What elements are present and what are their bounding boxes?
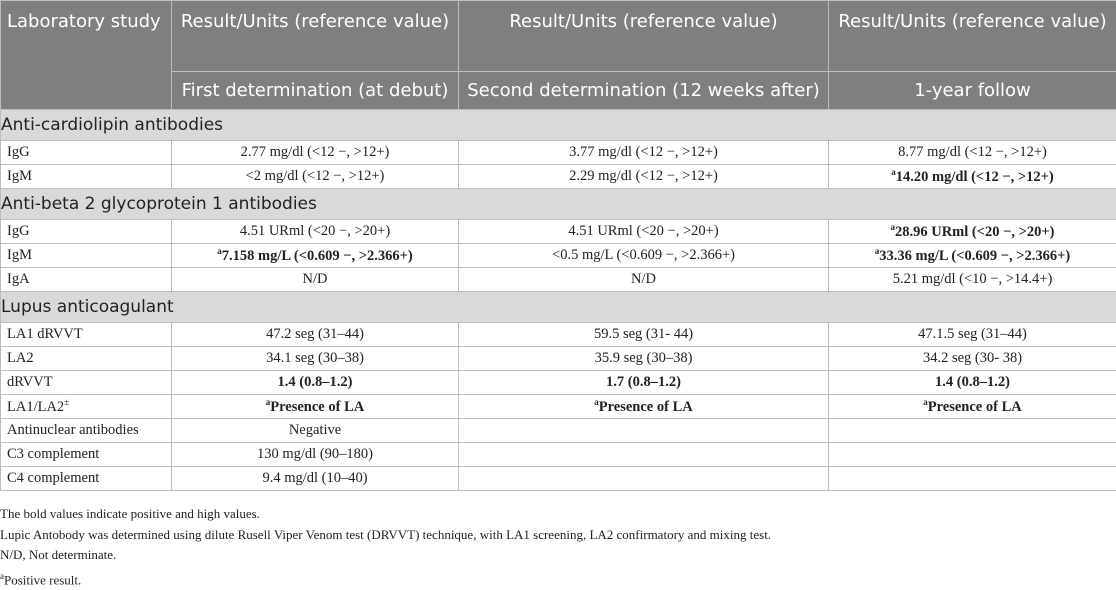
cell-value [459, 419, 829, 443]
cell-value-positive: 1.7 (0.8–1.2) [459, 371, 829, 395]
table-row [1, 371, 1116, 395]
cell-value [459, 467, 829, 491]
cell-value: 4.51 URml (<20 −, >20+) [172, 220, 459, 244]
positive-marker: a [891, 167, 896, 177]
cell-value-positive [459, 395, 829, 419]
cell-value [829, 443, 1116, 467]
row-label-cell [1, 395, 172, 419]
footnote-marker: a [0, 571, 4, 581]
footnote-bold-values: The bold values indicate positive and high values. [0, 504, 771, 525]
row-label: LA1 dRVVT [1, 323, 172, 347]
row-label: C4 complement [1, 467, 172, 491]
row-label: LA1/LA2 [7, 399, 64, 415]
cell-value: Negative [172, 419, 459, 443]
cell-text: Presence of LA [270, 399, 364, 415]
subheader-first-determination: First determination (at debut) [172, 72, 459, 110]
cell-value: 34.2 seg (30- 38) [829, 347, 1116, 371]
footnote-positive-text: Positive result. [4, 572, 81, 587]
cell-value: 130 mg/dl (90–180) [172, 443, 459, 467]
cell-value: <0.5 mg/L (<0.609 −, >2.366+) [459, 244, 829, 268]
table-row [1, 347, 1116, 371]
positive-marker: a [923, 397, 928, 407]
footnote-method: Lupic Antobody was determined using dilute Rusell Viper Venom test (DRVVT) technique, with LA1 screening, LA2 confirmatory and mixing test. [0, 525, 771, 546]
table-row [1, 220, 1116, 244]
subheader-one-year-follow: 1-year follow [829, 72, 1116, 110]
cell-value: 35.9 seg (30–38) [459, 347, 829, 371]
section-anti-cardiolipin: Anti-cardiolipin antibodies [1, 110, 1116, 141]
cell-value-positive [829, 165, 1116, 189]
cell-text: 14.20 mg/dl (<12 −, >12+) [896, 169, 1054, 185]
cell-value: 3.77 mg/dl (<12 −, >12+) [459, 141, 829, 165]
cell-value: 47.1.5 seg (31–44) [829, 323, 1116, 347]
subheader-second-determination: Second determination (12 weeks after) [459, 72, 829, 110]
table-row [1, 323, 1116, 347]
cell-value [829, 419, 1116, 443]
row-label: LA2 [1, 347, 172, 371]
table-row [1, 165, 1116, 189]
cell-value: N/D [172, 268, 459, 292]
table-row [1, 244, 1116, 268]
cell-value [829, 467, 1116, 491]
table-row [1, 443, 1116, 467]
row-label: C3 complement [1, 443, 172, 467]
cell-value: <2 mg/dl (<12 −, >12+) [172, 165, 459, 189]
section-anti-beta2-glycoprotein: Anti-beta 2 glycoprotein 1 antibodies [1, 189, 1116, 220]
header-laboratory-study: Laboratory study [1, 1, 172, 110]
cell-value: 2.77 mg/dl (<12 −, >12+) [172, 141, 459, 165]
section-row [1, 110, 1116, 141]
cell-value-positive: 1.4 (0.8–1.2) [829, 371, 1116, 395]
cell-value: 4.51 URml (<20 −, >20+) [459, 220, 829, 244]
cell-value-positive: 1.4 (0.8–1.2) [172, 371, 459, 395]
cell-value: 59.5 seg (31- 44) [459, 323, 829, 347]
cell-text: 28.96 URml (<20 −, >20+) [895, 224, 1055, 240]
cell-value-positive [829, 244, 1116, 268]
row-label: dRVVT [1, 371, 172, 395]
cell-value: N/D [459, 268, 829, 292]
cell-value: 8.77 mg/dl (<12 −, >12+) [829, 141, 1116, 165]
cell-value: 9.4 mg/dl (10–40) [172, 467, 459, 491]
positive-marker: a [875, 246, 880, 256]
header-result-col2: Result/Units (reference value) [459, 1, 829, 72]
positive-marker: a [890, 222, 895, 232]
cell-value: 34.1 seg (30–38) [172, 347, 459, 371]
header-result-col3: Result/Units (reference value) [829, 1, 1116, 72]
cell-value: 2.29 mg/dl (<12 −, >12+) [459, 165, 829, 189]
row-label: IgM [1, 244, 172, 268]
table-row [1, 419, 1116, 443]
section-lupus-anticoagulant: Lupus anticoagulant [1, 292, 1116, 323]
positive-marker: a [266, 397, 271, 407]
cell-text: 7.158 mg/L (<0.609 −, >2.366+) [222, 248, 413, 264]
label-superscript: ± [64, 397, 69, 407]
table-footnotes [0, 504, 771, 586]
positive-marker: a [217, 246, 222, 256]
header-result-col1: Result/Units (reference value) [172, 1, 459, 72]
table-row [1, 467, 1116, 491]
cell-value-positive [172, 244, 459, 268]
cell-text: 33.36 mg/L (<0.609 −, >2.366+) [879, 248, 1070, 264]
row-label: IgA [1, 268, 172, 292]
table-row [1, 141, 1116, 165]
cell-value-positive [829, 220, 1116, 244]
section-row [1, 189, 1116, 220]
row-label: IgM [1, 165, 172, 189]
cell-value: 47.2 seg (31–44) [172, 323, 459, 347]
cell-value-positive [829, 395, 1116, 419]
table-row [1, 268, 1116, 292]
header-row [1, 1, 1116, 72]
table-row [1, 395, 1116, 419]
row-label: IgG [1, 220, 172, 244]
positive-marker: a [594, 397, 599, 407]
cell-value-positive [172, 395, 459, 419]
cell-text: Presence of LA [599, 399, 693, 415]
cell-text: Presence of LA [928, 399, 1022, 415]
row-label: Antinuclear antibodies [1, 419, 172, 443]
section-row [1, 292, 1116, 323]
cell-value: 5.21 mg/dl (<10 −, >14.4+) [829, 268, 1116, 292]
footnote-nd: N/D, Not determinate. [0, 545, 771, 566]
footnote-positive [0, 566, 771, 587]
cell-value [459, 443, 829, 467]
row-label: IgG [1, 141, 172, 165]
